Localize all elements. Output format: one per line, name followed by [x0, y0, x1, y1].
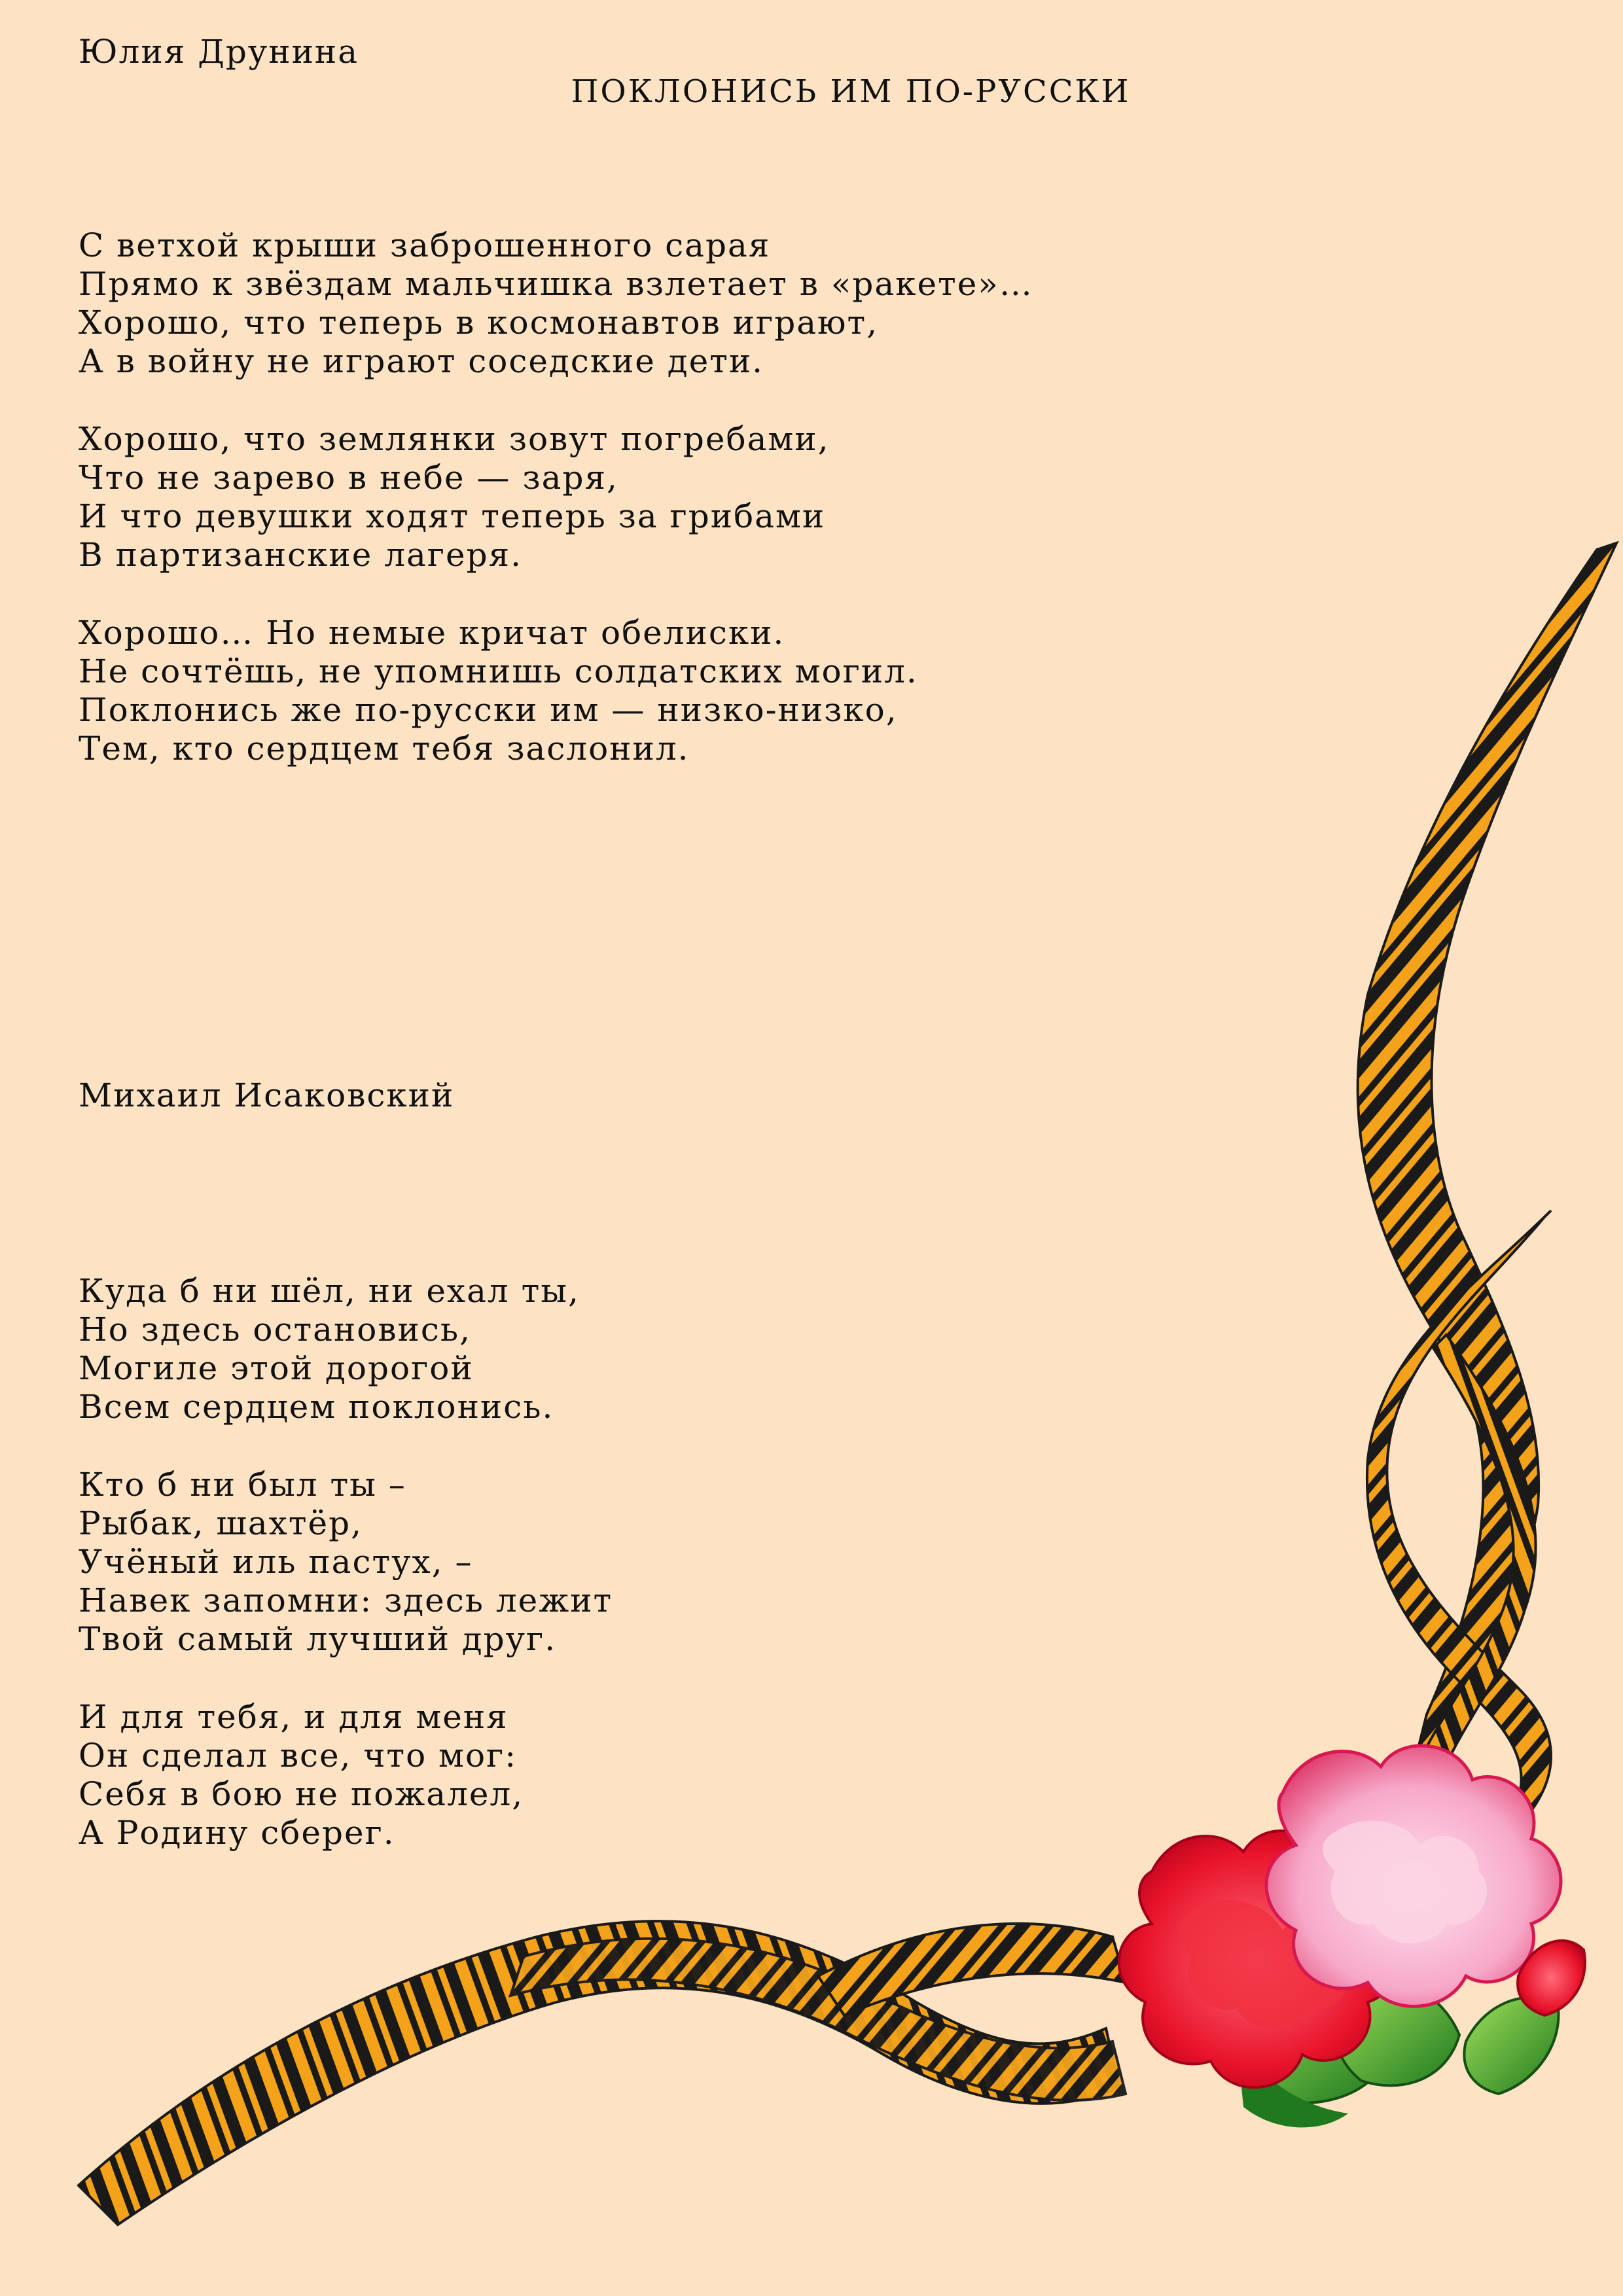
poem-line: А в войну не играют соседские дети.	[79, 342, 764, 380]
poem-line: Навек запомни: здесь лежит	[79, 1581, 613, 1619]
poem-2-body	[79, 1272, 613, 1892]
stanza	[79, 226, 1033, 381]
stanza	[79, 614, 1033, 768]
stanza	[79, 1466, 613, 1659]
poem-line: Могиле этой дорогой	[79, 1349, 474, 1387]
poem-line: Что не зарево в небе — заря,	[79, 459, 618, 497]
poem-line: Рыбак, шахтёр,	[79, 1504, 363, 1542]
poem-line: Прямо к звёздам мальчишка взлетает в «ракете»…	[79, 265, 1033, 303]
stanza	[79, 1698, 613, 1852]
poem-line: С ветхой крыши заброшенного сарая	[79, 226, 771, 264]
red-carnation	[1119, 1831, 1399, 2087]
poem-line: Куда б ни шёл, ни ехал ты,	[79, 1272, 580, 1310]
poem-line: Хорошо, что теперь в космонавтов играют,	[79, 304, 879, 342]
poem-line: А Родину сберег.	[79, 1814, 395, 1852]
poem-line: Поклонись же по-русски им — низко-низко,	[79, 691, 898, 729]
poem-line: Твой самый лучший друг.	[79, 1620, 557, 1658]
poem-line: Тем, кто сердцем тебя заслонил.	[79, 730, 690, 768]
poem-line: Учёный иль пастух, –	[79, 1543, 473, 1581]
poem-line: Хорошо, что землянки зовут погребами,	[79, 420, 830, 458]
poem-1-body	[79, 226, 1033, 807]
poem-line: Всем сердцем поклонись.	[79, 1388, 554, 1426]
stanza	[79, 420, 1033, 574]
poem-line: Себя в бою не пожалел,	[79, 1775, 524, 1813]
ribbon-horizontal	[79, 1921, 1126, 2225]
poem-line: И что девушки ходят теперь за грибами	[79, 497, 826, 535]
red-bud	[1518, 1941, 1585, 2015]
poem-line: В партизанские лагеря.	[79, 536, 523, 574]
leaves	[1230, 1981, 1559, 2127]
poem-line: Кто б ни был ты –	[79, 1466, 406, 1504]
poem-line: И для тебя, и для меня	[79, 1698, 508, 1736]
stanza	[79, 1272, 613, 1426]
pink-carnation	[1266, 1746, 1561, 2006]
poem-line: Но здесь остановись,	[79, 1311, 471, 1349]
author-name: Юлия Друнина	[79, 33, 359, 71]
poem-title: ПОКЛОНИСЬ ИМ ПО-РУССКИ	[571, 73, 1131, 110]
author-name: Михаил Исаковский	[79, 1076, 455, 1114]
poem-line: Хорошо… Но немые кричат обелиски.	[79, 614, 785, 652]
poem-line: Не сочтёшь, не упомнишь солдатских могил.	[79, 652, 918, 690]
poem-line: Он сделал все, что мог:	[79, 1737, 518, 1775]
ribbon-vertical	[1358, 543, 1616, 1826]
